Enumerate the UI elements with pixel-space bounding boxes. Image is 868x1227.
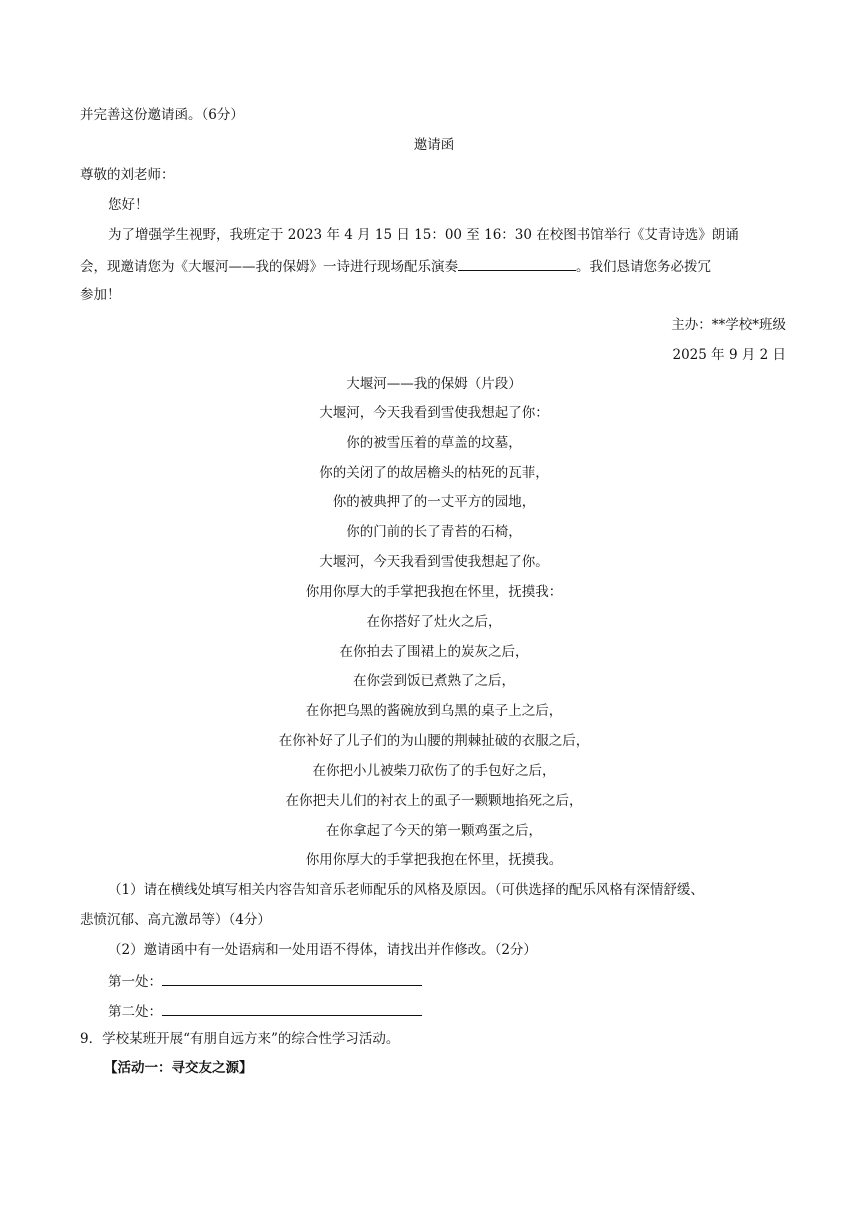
invitation-salutation: 尊敬的刘老师： [80,167,175,183]
poem-line: 你的关闭了的故居檐头的枯死的瓦菲， [319,465,549,481]
answer-row-1 [108,971,422,991]
answer-blank-music-style[interactable] [458,256,576,271]
answer-1-blank[interactable] [162,971,422,986]
poem-line: 你的被典押了的一丈平方的园地， [332,494,536,510]
poem-line: 在你把小儿被柴刀砍伤了的手包好之后， [312,763,556,779]
poem-line: 你的被雪压着的草盖的坟墓， [346,435,522,451]
poem-line: 在你拿起了今天的第一颗鸡蛋之后， [326,823,542,839]
invitation-body-line-2 [80,256,711,276]
poem-line: 在你搭好了灶火之后， [366,614,502,630]
invitation-body-line-1: 为了增强学生视野，我班定于 2023 年 4 月 15 日 15：00 至 16：30 在校图书馆举行《艾青诗选》朗诵 [108,227,739,243]
poem-title: 大堰河——我的保姆（片段） [346,376,522,392]
question-1-line-2: 悲愤沉郁、高亢激昂等）（4分） [80,912,271,928]
invitation-body-line-2-suffix: 。我们恳请您务必拨冗 [576,259,711,275]
question-2: （2）邀请函中有一处语病和一处用语不得体，请找出并作修改。（2分） [108,942,537,958]
poem-line: 你的门前的长了青苔的石椅， [346,524,522,540]
poem-line: 在你把乌黑的酱碗放到乌黑的桌子上之后， [305,703,563,719]
poem-line: 你用你厚大的手掌把我抱在怀里，抚摸我。 [305,852,563,868]
poem-line: 在你拍去了围裙上的炭灰之后， [339,644,529,660]
question-9: 9．学校某班开展“有朋自远方来”的综合性学习活动。 [80,1031,400,1047]
invitation-body-line-2-prefix: 会，现邀请您为《大堰河——我的保姆》一诗进行现场配乐演奏 [80,259,458,275]
poem-line: 在你尝到饭已煮熟了之后， [353,673,515,689]
invitation-body-line-3: 参加！ [80,287,121,303]
poem-line: 大堰河，今天我看到雪使我想起了你： [319,405,549,421]
intro-line: 并完善这份邀请函。（6分） [80,107,244,123]
invitation-organizer: 主办：**学校*班级 [671,317,786,333]
answer-1-label: 第一处： [108,974,162,990]
invitation-greeting: 您好！ [108,197,149,213]
answer-2-label: 第二处： [108,1004,162,1020]
invitation-date: 2025 年 9 月 2 日 [672,347,786,363]
answer-2-blank[interactable] [162,1001,422,1016]
poem-line: 在你把夫儿们的衬衣上的虱子一颗颗地掐死之后， [285,793,583,809]
poem-line: 大堰河，今天我看到雪使我想起了你。 [319,554,549,570]
poem-line: 你用你厚大的手掌把我抱在怀里，抚摸我： [305,584,563,600]
question-1-line-1: （1）请在横线处填写相关内容告知音乐老师配乐的风格及原因。（可供选择的配乐风格有深情舒缓、 [108,882,704,898]
poem-line: 在你补好了儿子们的为山腰的荆棘扯破的衣服之后， [278,733,590,749]
answer-row-2 [108,1001,422,1021]
invitation-title: 邀请函 [413,137,455,153]
activity-1-heading: 【活动一：寻交友之源】 [104,1060,253,1076]
